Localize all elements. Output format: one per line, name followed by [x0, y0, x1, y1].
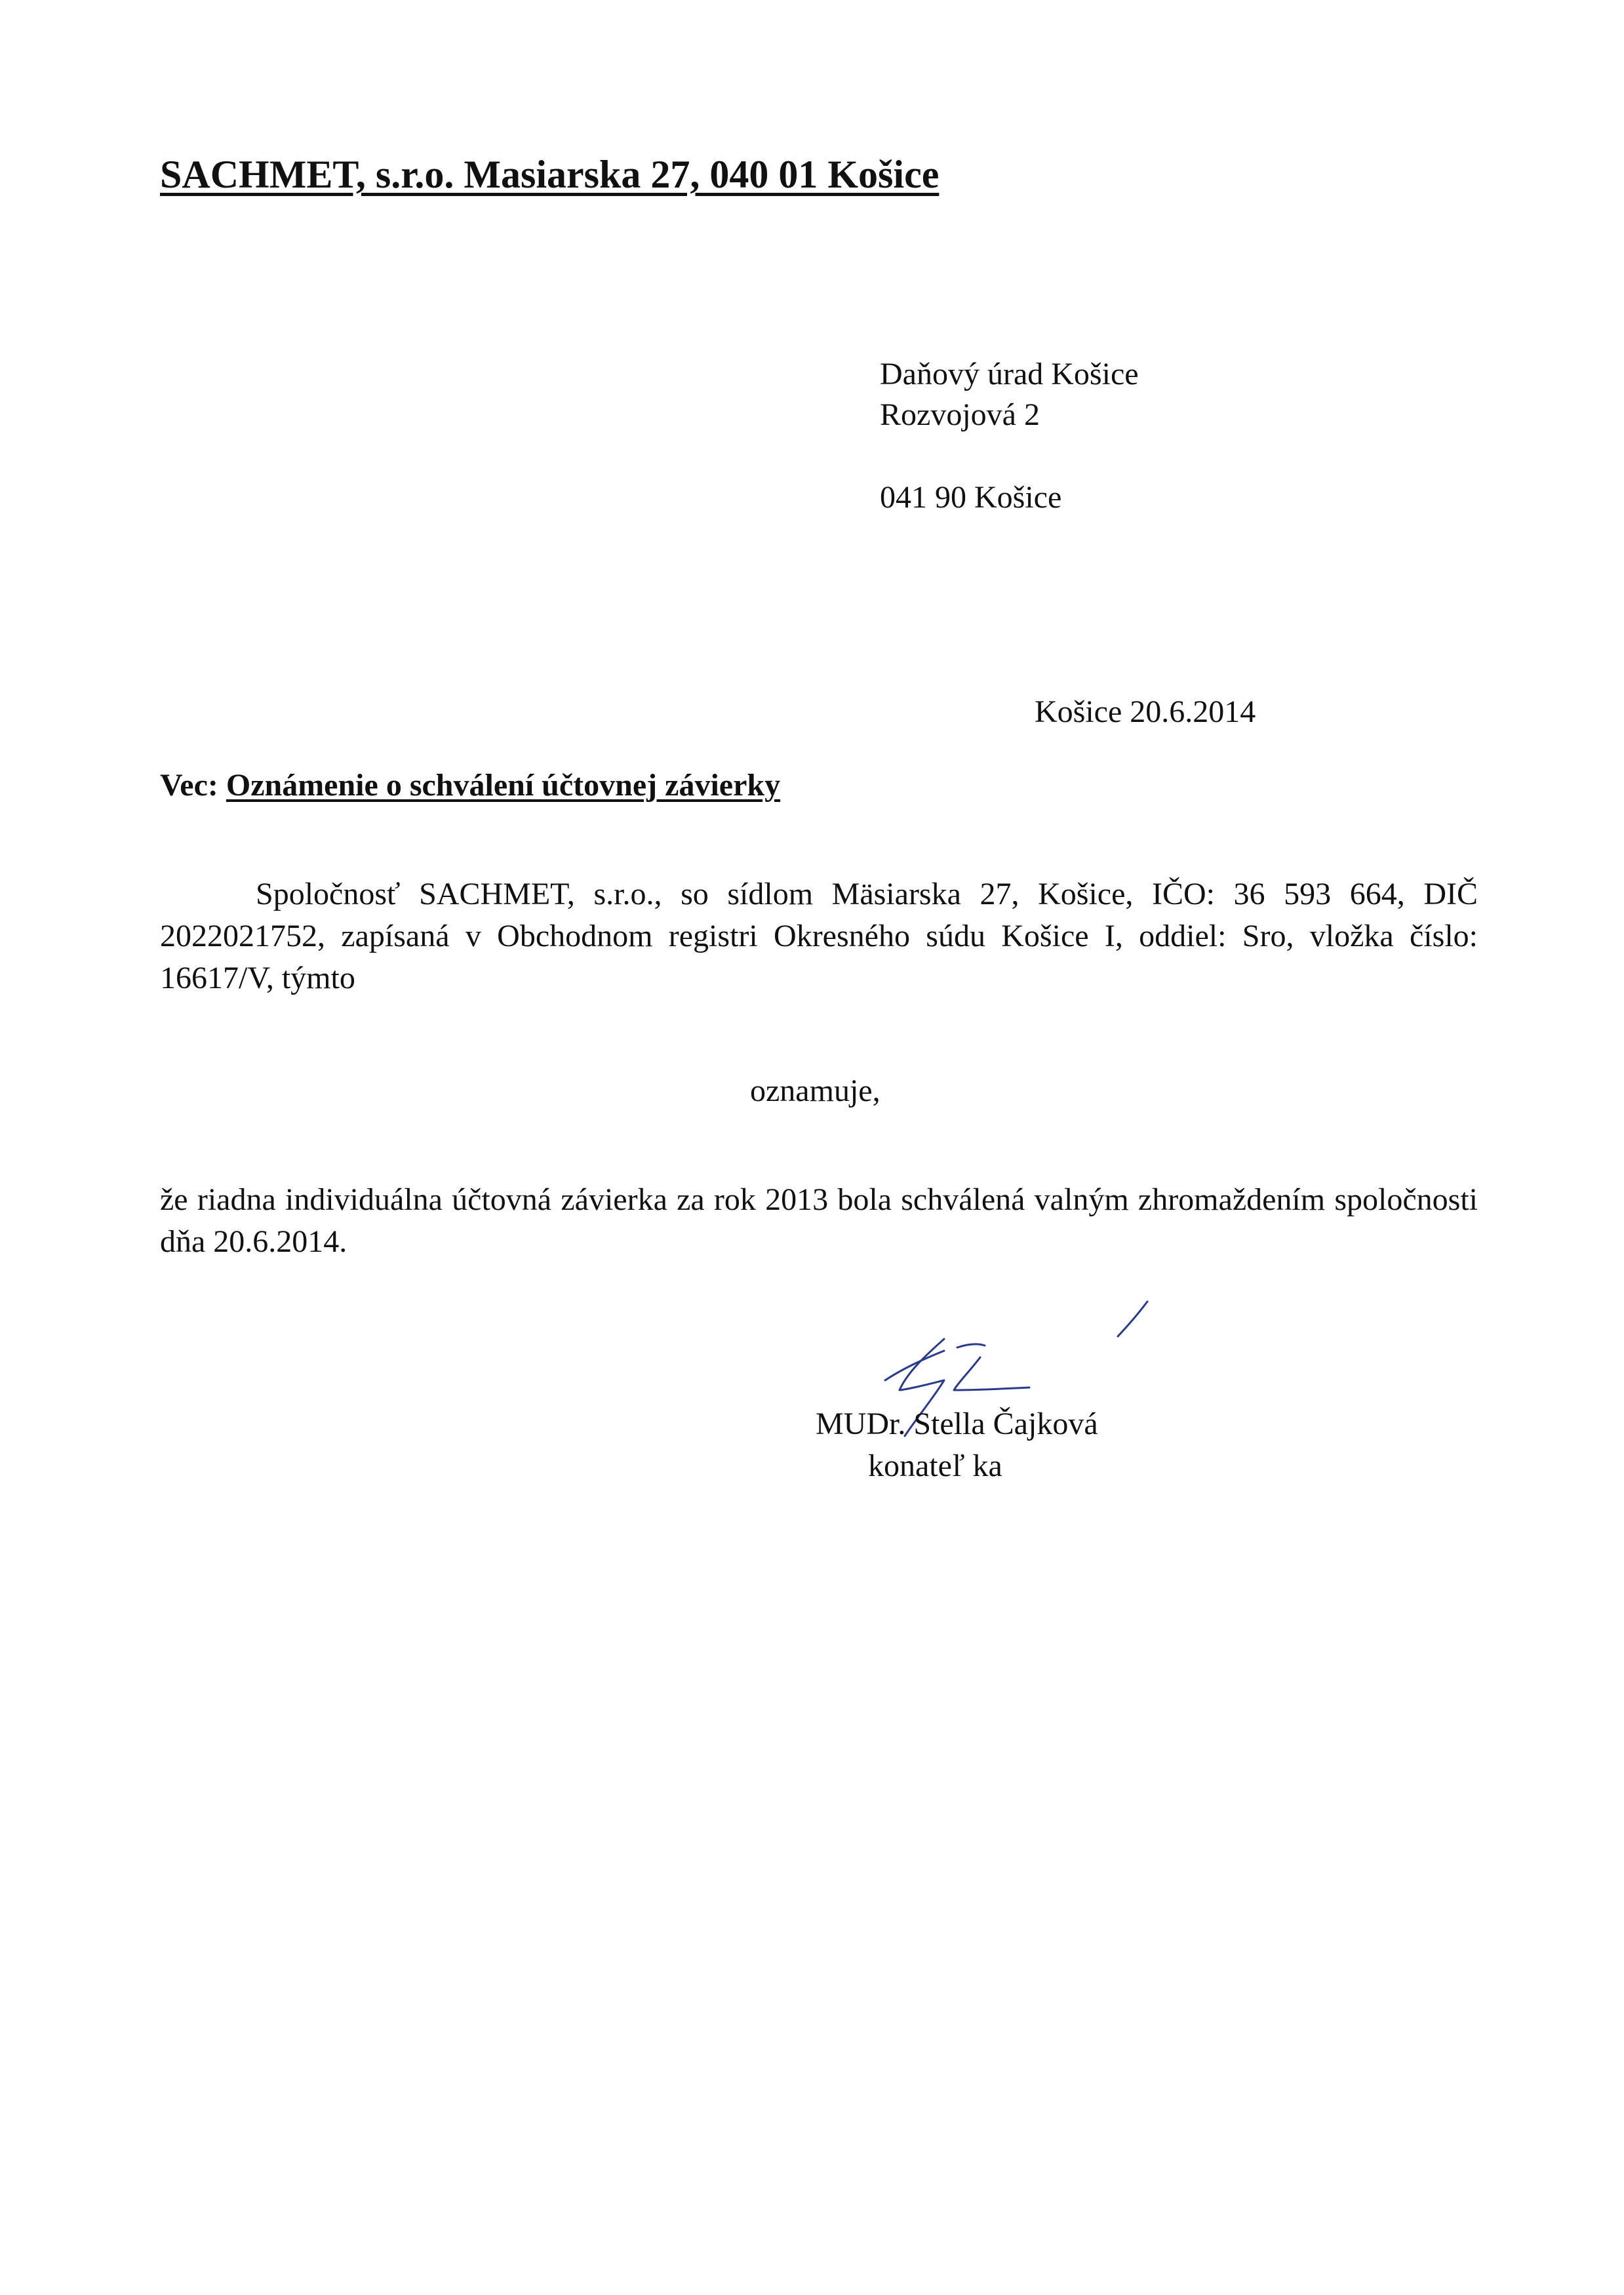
recipient-address	[880, 354, 1139, 518]
company-header: SACHMET, s.r.o. Masiarska 27, 040 01 Košice	[160, 153, 940, 196]
closing-paragraph: že riadna individuálna účtovná závierka za rok 2013 bola schválená valným zhromaždením spoločnosti dňa 20.6.2014.	[160, 1182, 1478, 1259]
signer-block	[816, 1403, 1098, 1487]
announce-word: oznamuje,	[750, 1073, 881, 1108]
subject-topic: Oznámenie o schválení účtovnej závierky	[226, 768, 781, 803]
signer-role: konateľ ka	[868, 1448, 1002, 1483]
address-spacer	[880, 435, 1139, 477]
subject-line	[160, 767, 780, 803]
recipient-name: Daňový úrad Košice	[880, 357, 1139, 391]
recipient-street: Rozvojová 2	[880, 397, 1040, 432]
letter-date: Košice 20.6.2014	[1035, 694, 1256, 729]
signer-name: MUDr. Stella Čajková	[816, 1407, 1098, 1441]
subject-label: Vec:	[160, 768, 218, 803]
body-paragraph: Spoločnosť SACHMET, s.r.o., so sídlom Mäsiarska 27, Košice, IČO: 36 593 664, DIČ 2022021752, zapísaná v Obchodnom registri Okresného súdu Košice I, oddiel: Sro, vložka číslo: 16617/V, týmto	[160, 877, 1478, 995]
recipient-city: 041 90 Košice	[880, 480, 1062, 515]
